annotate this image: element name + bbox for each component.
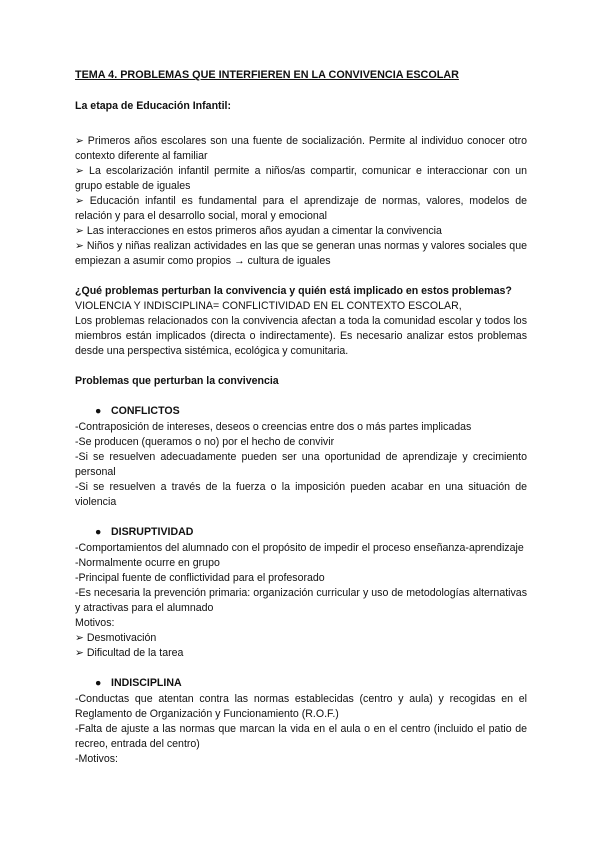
indisciplina-title: INDISCIPLINA <box>111 677 182 689</box>
list-item: -Es necesaria la prevención primaria: organización curricular y uso de metodologías alternativas y atractivas para el alumnado <box>75 587 527 614</box>
infantil-list <box>75 134 527 269</box>
infantil-heading: La etapa de Educación Infantil: <box>75 100 231 112</box>
list-item: ➢ Niños y niñas realizan actividades en las que se generan unas normas y valores sociales que empiezan a asumir como propios → cultura de iguales <box>75 240 527 267</box>
list-item: -Contraposición de intereses, deseos o creencias entre dos o más partes implicadas <box>75 421 472 433</box>
list-item: -Si se resuelven adecuadamente pueden ser una oportunidad de aprendizaje y crecimiento personal <box>75 451 527 478</box>
list-item: -Comportamientos del alumnado con el propósito de impedir el proceso enseñanza-aprendizaje <box>75 542 524 554</box>
list-item: -Normalmente ocurre en grupo <box>75 557 220 569</box>
document-title: TEMA 4. PROBLEMAS QUE INTERFIEREN EN LA CONVIVENCIA ESCOLAR <box>75 69 459 81</box>
list-item: ➢ Primeros años escolares son una fuente de socialización. Permite al individuo conocer otro contexto diferente al familiar <box>75 135 527 162</box>
list-item: -Se producen (queramos o no) por el hecho de convivir <box>75 436 335 448</box>
list-item: ➢ Educación infantil es fundamental para el aprendizaje de normas, valores, modelos de relación y para el desarrollo social, moral y emocional <box>75 195 527 222</box>
list-item: -Falta de ajuste a las normas que marcan la vida en el aula o en el centro (incluido el patio de recreo, entrada del centro) <box>75 723 527 750</box>
bullet-icon: ● <box>95 526 102 538</box>
conflictos-title: CONFLICTOS <box>111 405 180 417</box>
bullet-icon: ● <box>95 677 102 689</box>
disruptividad-title: DISRUPTIVIDAD <box>111 526 194 538</box>
conflictos-heading <box>95 404 527 419</box>
document-page <box>75 68 527 767</box>
question-line: VIOLENCIA Y INDISCIPLINA= CONFLICTIVIDAD EN EL CONTEXTO ESCOLAR, <box>75 300 462 312</box>
list-item: -Principal fuente de conflictividad para el profesorado <box>75 572 325 584</box>
list-item: -Motivos: <box>75 753 118 765</box>
list-item: -Conductas que atentan contra las normas establecidas (centro y aula) y recogidas en el Reglamento de Organización y Funcionamiento (R.O.F.) <box>75 693 527 720</box>
list-item: ➢ Las interacciones en estos primeros años ayudan a cimentar la convivencia <box>75 225 442 237</box>
list-item: -Si se resuelven a través de la fuerza o la imposición pueden acabar en una situación de violencia <box>75 481 527 508</box>
question-paragraph: Los problemas relacionados con la convivencia afectan a toda la comunidad escolar y todos los miembros están implicados (directa o indirectamente). Es necesario analizar estos problemas desde una perspectiva sistémica, ecológica y comunitaria. <box>75 315 527 357</box>
list-item: ➢ La escolarización infantil permite a niños/as compartir, comunicar e interaccionar con un grupo estable de iguales <box>75 165 527 192</box>
disruptividad-heading <box>95 525 527 540</box>
problems-heading: Problemas que perturban la convivencia <box>75 375 279 387</box>
motivos-label: Motivos: <box>75 617 115 629</box>
indisciplina-heading <box>95 676 527 691</box>
list-item: ➢ Desmotivación <box>75 632 157 644</box>
question-heading: ¿Qué problemas perturban la convivencia y quién está implicado en estos problemas? <box>75 285 512 297</box>
bullet-icon: ● <box>95 405 102 417</box>
list-item: ➢ Dificultad de la tarea <box>75 647 184 659</box>
